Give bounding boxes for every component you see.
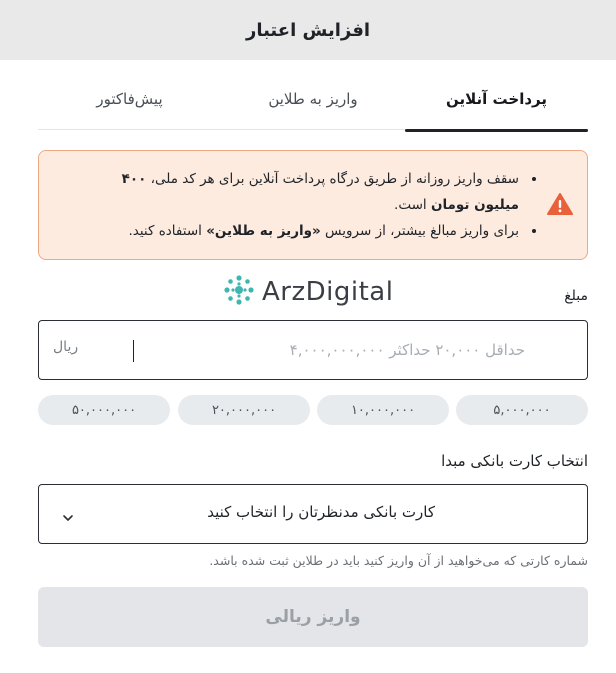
amount-label: مبلغ bbox=[564, 288, 588, 304]
tab-label: پیش‌فاکتور bbox=[96, 90, 163, 108]
arzdigital-watermark bbox=[222, 275, 394, 309]
alert-item-daily-limit bbox=[99, 166, 521, 218]
preset-chip-10m[interactable]: ۱۰,۰۰۰,۰۰۰ bbox=[317, 395, 449, 425]
bank-card-label: انتخاب کارت بانکی مبدا bbox=[441, 452, 588, 470]
rial-deposit-button[interactable]: واریز ریالی bbox=[38, 587, 588, 647]
arzdigital-logo-icon bbox=[222, 273, 256, 311]
alert-text: برای واریز مبالغ بیشتر، از سرویس bbox=[320, 223, 519, 239]
preset-chip-50m[interactable]: ۵۰,۰۰۰,۰۰۰ bbox=[38, 395, 170, 425]
alert-list bbox=[99, 166, 539, 244]
preset-chip-20m[interactable]: ۲۰,۰۰۰,۰۰۰ bbox=[178, 395, 310, 425]
alert-text: است. bbox=[394, 197, 431, 213]
page-header bbox=[0, 0, 616, 60]
alert-item-larger-deposits bbox=[99, 218, 521, 244]
arzdigital-logo-text: ArzDigital bbox=[262, 277, 394, 307]
tab-label: پرداخت آنلاین bbox=[446, 90, 548, 108]
alert-text: استفاده کنید. bbox=[128, 223, 207, 239]
amount-presets bbox=[38, 395, 588, 425]
tab-deposit-to-talayn[interactable] bbox=[221, 68, 405, 130]
tab-online-payment[interactable] bbox=[405, 68, 588, 130]
tab-proforma[interactable] bbox=[38, 68, 221, 130]
alert-text: سقف واریز روزانه از طریق درگاه پرداخت آنلاین برای هر کد ملی، bbox=[146, 171, 519, 187]
unit-divider bbox=[133, 340, 134, 362]
active-tab-indicator bbox=[405, 129, 588, 132]
alert-bold-text: «واریز به طلاین» bbox=[206, 223, 321, 239]
amount-input[interactable] bbox=[47, 331, 531, 369]
currency-unit: ریال bbox=[53, 339, 79, 355]
tab-label: واریز به طلاین bbox=[268, 90, 358, 108]
preset-chip-5m[interactable]: ۵,۰۰۰,۰۰۰ bbox=[456, 395, 588, 425]
page-title: افزایش اعتبار bbox=[245, 19, 371, 41]
bank-card-select-value: کارت بانکی مدنظرتان را انتخاب کنید bbox=[207, 503, 435, 521]
bank-card-select[interactable] bbox=[38, 484, 588, 544]
amount-field[interactable] bbox=[38, 320, 588, 380]
bank-card-helper-text: شماره کارتی که می‌خواهید از آن واریز کنید باید در طلاین ثبت شده باشد. bbox=[209, 553, 588, 568]
alert-bold-text: ۴۰۰ میلیون تومان bbox=[121, 171, 519, 213]
warning-triangle-icon bbox=[547, 192, 573, 216]
tab-bar bbox=[38, 68, 588, 130]
limit-alert bbox=[38, 150, 588, 260]
chevron-down-icon bbox=[61, 509, 75, 521]
